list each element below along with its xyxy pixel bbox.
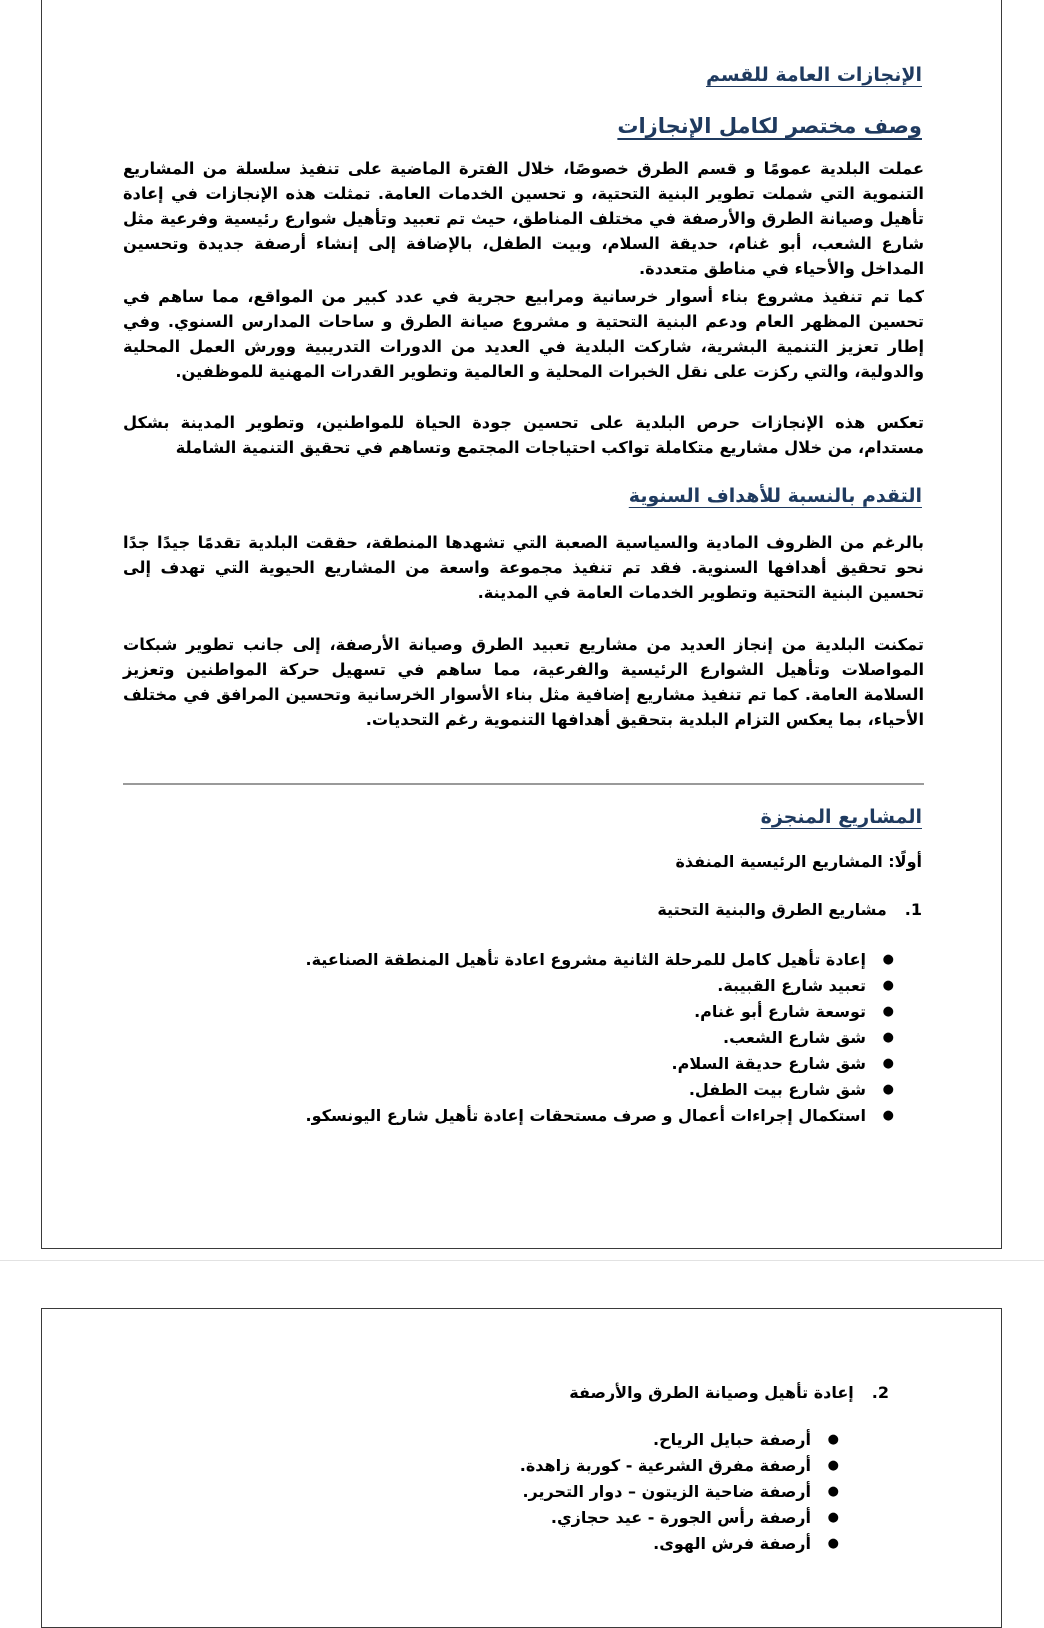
bullet-icon: ● [827, 1432, 839, 1447]
list-item: ● شق شارع حديقة السلام. [306, 1051, 867, 1077]
bullet-icon: ● [827, 1484, 839, 1499]
item-number: 2. [871, 1383, 889, 1402]
paragraph-5: تمكنت البلدية من إنجاز العديد من مشاريع تعبيد الطرق وصيانة الأرصفة، إلى جانب تطوير شبكات المواصلات وتأهيل الشوارع الرئيسية والفرعية، مما ساهم في تسهيل حركة المواطنين وتعزيز السلامة العامة. كما تم تنفيذ مشاريع إضافية مثل بناء الأسوار الخرسانية وتحسين المرافق في مختلف الأحياء، بما يعكس التزام البلدية بتحقيق أهدافها التنموية رغم التحديات. [123, 635, 924, 729]
bullet-list-sidewalks [519, 1427, 839, 1557]
document-page-1 [41, 0, 1002, 1249]
bullet-icon: ● [882, 1004, 894, 1019]
bullet-icon: ● [882, 952, 894, 967]
list-item: ● استكمال إجراءات أعمال و صرف مستحقات إعادة تأهيل شارع اليونسكو. [306, 1103, 867, 1129]
bullet-icon: ● [882, 978, 894, 993]
bullet-icon: ● [882, 1056, 894, 1071]
document-page-2 [41, 1308, 1002, 1628]
bullet-icon: ● [882, 1108, 894, 1123]
list-item: ● تعبيد شارع القبيبة. [306, 973, 867, 999]
paragraph-2: كما تم تنفيذ مشروع بناء أسوار خرسانية ومرابيع حجرية في عدد كبير من المواقع، مما ساهم في تحسين المظهر العام ودعم البنية التحتية و مشروع صيانة الطرق و ساحات المدارس السنوي. وفي إطار تعزيز التنمية البشرية، شاركت البلدية في العديد من الدورات التدريبية وورش العمل المحلية والدولية، والتي ركزت على نقل الخبرات المحلية و العالمية وتطوير القدرات المهنية للموظفين. [123, 287, 924, 381]
paragraph-1: عملت البلدية عمومًا و قسم الطرق خصوصًا، خلال الفترة الماضية على تنفيذ سلسلة من المشاريع التنموية التي شملت تطوير البنية التحتية، و تحسين الخدمات العامة. تمثلت هذه الإنجازات في إعادة تأهيل وصيانة الطرق والأرصفة في مختلف المناطق، حيث تم تعبيد وتأهيل شوارع رئيسية وفرعية مثل شارع الشعب، أبو غنام، حديقة السلام، وبيت الطفل، بالإضافة إلى إنشاء أرصفة جديدة وتحسين المداخل والأحياء في مناطق متعددة. [123, 159, 924, 278]
list-item: ● أرصفة مفرق الشرعية - كوربة زاهدة. [520, 1453, 811, 1479]
page-gap [0, 1260, 1044, 1262]
list-item: ● شق شارع بيت الطفل. [306, 1077, 867, 1103]
item-number: 1. [904, 900, 922, 919]
list-item: ● أرصفة فرش الهوى. [520, 1531, 811, 1557]
list-item: ● شق شارع الشعب. [306, 1025, 867, 1051]
list-item: ● توسعة شارع أبو غنام. [306, 999, 867, 1025]
section-title-completed-projects: المشاريع المنجزة [760, 806, 922, 828]
bullet-icon: ● [882, 1082, 894, 1097]
section-subtitle-summary: وصف مختصر لكامل الإنجازات [617, 114, 922, 138]
bullet-icon: ● [827, 1536, 839, 1551]
list-item: ● أرصفة حبايل الرياح. [520, 1427, 811, 1453]
section-title-achievements: الإنجازات العامة للقسم [706, 64, 922, 86]
list-item: ● أرصفة ضاحية الزيتون – دوار التحرير. [520, 1479, 811, 1505]
section-title-annual-goals: التقدم بالنسبة للأهداف السنوية [628, 485, 922, 507]
subheading-main-projects: أولًا: المشاريع الرئيسية المنفذة [675, 852, 922, 871]
numbered-item-sidewalks [569, 1383, 889, 1402]
item-label: مشاريع الطرق والبنية التحتية [657, 900, 887, 919]
bullet-icon: ● [827, 1458, 839, 1473]
item-label: إعادة تأهيل وصيانة الطرق والأرصفة [569, 1383, 854, 1402]
section-divider [123, 783, 924, 785]
numbered-item-roads [657, 900, 922, 919]
paragraph-4: بالرغم من الظروف المادية والسياسية الصعبة التي تشهدها المنطقة، حققت البلدية تقدمًا جيدًا جدًا نحو تحقيق أهدافها السنوية. فقد تم تنفيذ مجموعة واسعة من المشاريع الحيوية التي تهدف إلى تحسين البنية التحتية وتطوير الخدمات العامة في المدينة. [123, 533, 924, 602]
list-item: ● إعادة تأهيل كامل للمرحلة الثانية مشروع اعادة تأهيل المنطقة الصناعية. [306, 947, 867, 973]
bullet-icon: ● [882, 1030, 894, 1045]
bullet-list-roads [305, 947, 894, 1129]
paragraph-3: تعكس هذه الإنجازات حرص البلدية على تحسين جودة الحياة للمواطنين، وتطوير المدينة بشكل مستدام، من خلال مشاريع متكاملة تواكب احتياجات المجتمع وتساهم في تحقيق التنمية الشاملة [123, 413, 924, 457]
list-item: ● أرصفة رأس الجورة - عيد حجازي. [520, 1505, 811, 1531]
bullet-icon: ● [827, 1510, 839, 1525]
